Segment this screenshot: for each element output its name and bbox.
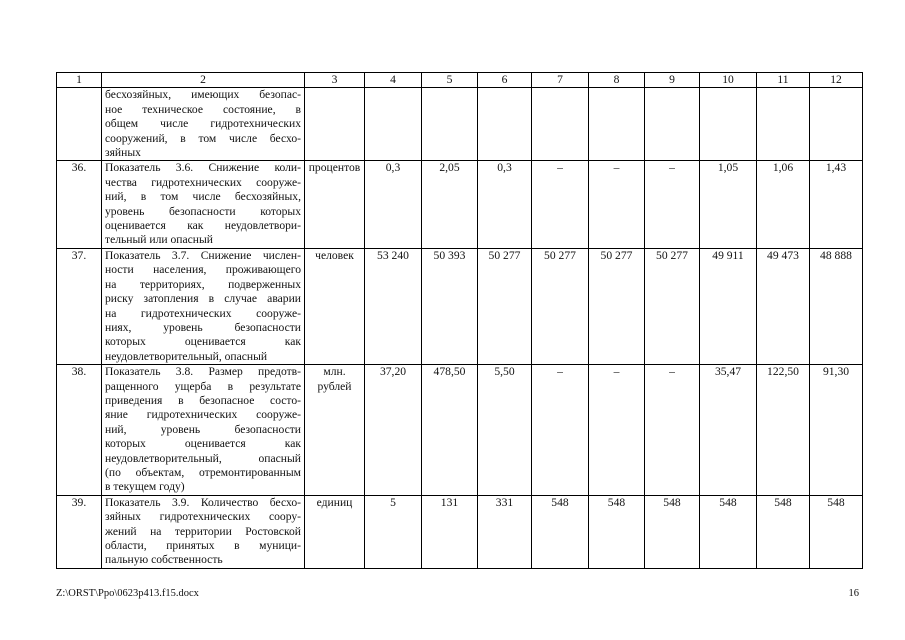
value-cell-col-12: 1,43 xyxy=(810,161,863,248)
description-line: на гидротехнических сооруже- xyxy=(105,306,301,320)
table-row xyxy=(57,88,863,161)
description-line: ний, в том числе бесхозяйных, xyxy=(105,190,301,204)
value-cell-col-7: 50 277 xyxy=(532,248,589,364)
column-header-6: 6 xyxy=(478,73,532,88)
column-header-12: 12 xyxy=(810,73,863,88)
value-cell-col-7 xyxy=(532,88,589,161)
description-line: бесхозяйных, имеющих безопас- xyxy=(105,88,301,102)
value-cell-col-8: – xyxy=(589,161,645,248)
value-cell-col-10: 1,05 xyxy=(700,161,757,248)
row-number xyxy=(57,88,102,161)
value-cell-col-11: 122,50 xyxy=(757,365,810,496)
description-line: (по объектам, отремонтированным xyxy=(105,465,301,479)
table-row xyxy=(57,161,863,248)
description-line: общем числе гидротехнических xyxy=(105,117,301,131)
table-body xyxy=(57,73,863,569)
value-cell-col-4: 53 240 xyxy=(365,248,422,364)
description-line: пальную собственность xyxy=(105,553,223,567)
value-cell-col-4: 5 xyxy=(365,495,422,568)
indicator-description xyxy=(102,161,305,248)
description-line: сооружений, в том числе бесхо- xyxy=(105,131,301,145)
value-cell-col-9 xyxy=(645,88,700,161)
column-header-7: 7 xyxy=(532,73,589,88)
value-cell-col-9: 50 277 xyxy=(645,248,700,364)
value-cell-col-7: – xyxy=(532,161,589,248)
indicator-description xyxy=(102,365,305,496)
value-cell-col-9: – xyxy=(645,161,700,248)
table-row xyxy=(57,365,863,496)
file-path-footer: Z:\ORST\Ppo\0623p413.f15.docx xyxy=(56,588,199,599)
column-header-11: 11 xyxy=(757,73,810,88)
column-header-4: 4 xyxy=(365,73,422,88)
description-line: ности населения, проживающего xyxy=(105,263,301,277)
value-cell-col-8: – xyxy=(589,365,645,496)
description-line: оценивается как неудовлетвори- xyxy=(105,219,301,233)
description-line: жений на территории Ростовской xyxy=(105,524,301,538)
description-line: области, принятых в муници- xyxy=(105,539,301,552)
description-line: в текущем году) xyxy=(105,480,185,494)
table-row xyxy=(57,495,863,568)
value-cell-col-4: 37,20 xyxy=(365,365,422,496)
indicator-description xyxy=(102,248,305,364)
value-cell-col-5: 2,05 xyxy=(422,161,478,248)
value-cell-col-6 xyxy=(478,88,532,161)
column-header-9: 9 xyxy=(645,73,700,88)
description-line: Показатель 3.6. Снижение коли- xyxy=(105,161,301,175)
value-cell-col-8 xyxy=(589,88,645,161)
value-cell-col-12 xyxy=(810,88,863,161)
value-cell-col-10: 49 911 xyxy=(700,248,757,364)
description-line: зяйных xyxy=(105,146,141,160)
value-cell-col-7: – xyxy=(532,365,589,496)
description-line: уровень безопасности которых xyxy=(105,204,301,218)
column-number-header-row xyxy=(57,73,863,88)
value-cell-col-11: 548 xyxy=(757,495,810,568)
value-cell-col-11: 1,06 xyxy=(757,161,810,248)
value-cell-col-6: 5,50 xyxy=(478,365,532,496)
value-cell-col-12: 48 888 xyxy=(810,248,863,364)
description-line: риску затопления в случае аварии xyxy=(105,292,301,306)
value-cell-col-10: 548 xyxy=(700,495,757,568)
column-header-2: 2 xyxy=(102,73,305,88)
row-number: 39. xyxy=(57,495,102,568)
description-line: на территориях, подверженных xyxy=(105,277,301,291)
value-cell-col-5: 50 393 xyxy=(422,248,478,364)
column-header-10: 10 xyxy=(700,73,757,88)
description-line: Показатель 3.8. Размер предотв- xyxy=(105,365,301,379)
value-cell-col-6: 50 277 xyxy=(478,248,532,364)
description-line: неудовлетворительный, опасный xyxy=(105,451,301,465)
unit-of-measure xyxy=(305,88,365,161)
row-number: 36. xyxy=(57,161,102,248)
description-line: ний, уровень безопасности xyxy=(105,422,301,436)
unit-of-measure: человек xyxy=(305,248,365,364)
row-number: 37. xyxy=(57,248,102,364)
column-header-8: 8 xyxy=(589,73,645,88)
value-cell-col-5: 131 xyxy=(422,495,478,568)
description-line: неудовлетворительный, опасный xyxy=(105,349,268,363)
value-cell-col-12: 548 xyxy=(810,495,863,568)
value-cell-col-6: 331 xyxy=(478,495,532,568)
table-row xyxy=(57,248,863,364)
description-line: яние гидротехнических сооруже- xyxy=(105,408,301,422)
column-header-5: 5 xyxy=(422,73,478,88)
value-cell-col-10 xyxy=(700,88,757,161)
value-cell-col-10: 35,47 xyxy=(700,365,757,496)
column-header-3: 3 xyxy=(305,73,365,88)
value-cell-col-7: 548 xyxy=(532,495,589,568)
description-line: которых оценивается как xyxy=(105,437,301,451)
value-cell-col-8: 50 277 xyxy=(589,248,645,364)
description-line: ращенного ущерба в результате xyxy=(105,379,301,393)
value-cell-col-5: 478,50 xyxy=(422,365,478,496)
description-line: ниях, уровень безопасности xyxy=(105,320,301,334)
value-cell-col-11: 49 473 xyxy=(757,248,810,364)
value-cell-col-8: 548 xyxy=(589,495,645,568)
unit-of-measure: процентов xyxy=(305,161,365,248)
value-cell-col-12: 91,30 xyxy=(810,365,863,496)
description-line: чества гидротехнических сооруже- xyxy=(105,175,301,189)
description-line: которых оценивается как xyxy=(105,335,301,349)
value-cell-col-9: 548 xyxy=(645,495,700,568)
value-cell-col-6: 0,3 xyxy=(478,161,532,248)
description-line: Показатель 3.7. Снижение числен- xyxy=(105,248,301,262)
unit-of-measure: единиц xyxy=(305,495,365,568)
indicators-table xyxy=(56,72,863,569)
indicator-description xyxy=(102,495,305,568)
description-line: приведения в безопасное состо- xyxy=(105,393,301,407)
page-number: 16 xyxy=(848,588,859,599)
row-number: 38. xyxy=(57,365,102,496)
value-cell-col-11 xyxy=(757,88,810,161)
column-header-1: 1 xyxy=(57,73,102,88)
value-cell-col-5 xyxy=(422,88,478,161)
description-line: тельный или опасный xyxy=(105,233,213,247)
value-cell-col-9: – xyxy=(645,365,700,496)
unit-of-measure: млн. рублей xyxy=(305,365,365,496)
indicator-description xyxy=(102,88,305,161)
description-line: зяйных гидротехнических соору- xyxy=(105,510,301,524)
value-cell-col-4: 0,3 xyxy=(365,161,422,248)
value-cell-col-4 xyxy=(365,88,422,161)
description-line: ное техническое состояние, в xyxy=(105,102,301,116)
description-line: Показатель 3.9. Количество бесхо- xyxy=(105,495,301,509)
